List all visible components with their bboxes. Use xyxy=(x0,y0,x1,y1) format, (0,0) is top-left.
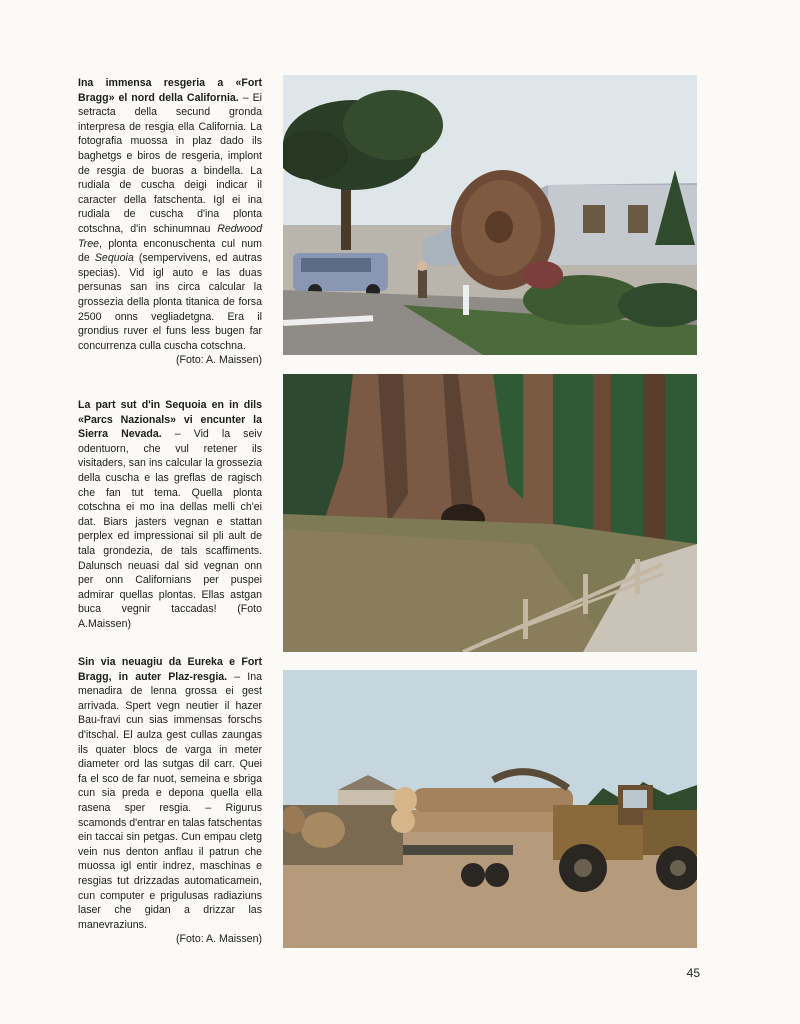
caption-heading: La part sut d'in Sequoia en in dils «Parcs Nazionals» vi encunter la Sierra Nevada. xyxy=(78,399,262,441)
caption-sawmill-fort-bragg xyxy=(78,76,262,368)
caption-body: (sempervivens, ed autras specias). Vid igl auto e las duas persunas san ins circa calcular la grossezia della plonta titanica de forsa 2500 onns vegliadetgna. Era il grondius ruver el funs less bugen far concurrenza culla cuscha cotschna. xyxy=(78,252,262,352)
photo-sequoia-trunk xyxy=(283,374,697,652)
caption-italic-term: Redwood Tree xyxy=(78,222,262,250)
page-number: 45 xyxy=(686,966,700,980)
caption-heading: Ina immensa resgeria a «Fort Bragg» el nord della California. xyxy=(78,77,262,104)
caption-sequoia-national-park xyxy=(78,398,262,632)
photo-log-loader xyxy=(283,670,697,948)
photo-redwood-slab-drawing xyxy=(283,75,697,355)
caption-heading: Sin via neuagiu da Eureka e Fort Bragg, in auter Plaz-resgia. xyxy=(78,656,262,683)
caption-italic-term: Sequoia xyxy=(94,252,134,265)
photo-credit: (Foto: A. Maissen) xyxy=(176,933,262,946)
photo-log-loader-drawing xyxy=(283,670,697,948)
caption-body: – Ei setracta della secund gronda interpresa de resgia ella California. La fotografia muossa in plaz dado ils baghetgs e biros de resgeria, implont de resgia de buoras a bindella. La rudiala de cuscha deigi indicar il caracter della fatschenta. Igl ei ina rudiala de cuscha d'ina plonta cotschna, d'in schinumnau xyxy=(78,91,262,235)
photo-credit: (Foto: A. Maissen) xyxy=(176,354,262,367)
caption-body: , plonta enconuschenta cul num de xyxy=(78,237,262,265)
photo-redwood-slab-sawmill xyxy=(283,75,697,355)
caption-body: – Ina menadira de lenna grossa ei gest arrivada. Spert vegn neutier il hazer Bau-fravi cun sias immensas forschs d'itschal. El aulza gest cullas zaungas ils quater blocs de varga in meter diameter ord las sutgas dil carr. Quei fa el sco de far nuot, semeina e sbriga cun sia preda e depona quella ella rasena sper resgia. – Rigurus scamonds d'entrar en talas fatschentas ein taccai sin petgas. Cun empau cletg vein nus denton anflau il patrun che muossa igl entir indrez, maschinas e resgias tut drizzadas automaticamein, cun computer e prigulusas radiaziuns laser che gidan a drizzar las manevraziuns. xyxy=(78,670,262,931)
photo-sequoia-trunk-drawing xyxy=(283,374,697,652)
caption-eureka-sawmill xyxy=(78,655,262,947)
caption-body: – Vid la seiv odentuorn, che vul retener ils visitaders, san ins calcular la grossezia della cuscha e las greflas de ragisch che fan tut tema. Quella plonta cotschna ei mo ina dellas melli ch'ei dat. Biars jasters vegnan e stattan perplex ed impressionai sil pli ault de tala grondezia, de tals scaffiments. Dalunsch neuasi dal sid vegnan onn per onn Californians per puspei admirar quellas plontas. Ellas astgan buca vegnir taccadas! (Foto A.Maissen) xyxy=(78,428,262,630)
